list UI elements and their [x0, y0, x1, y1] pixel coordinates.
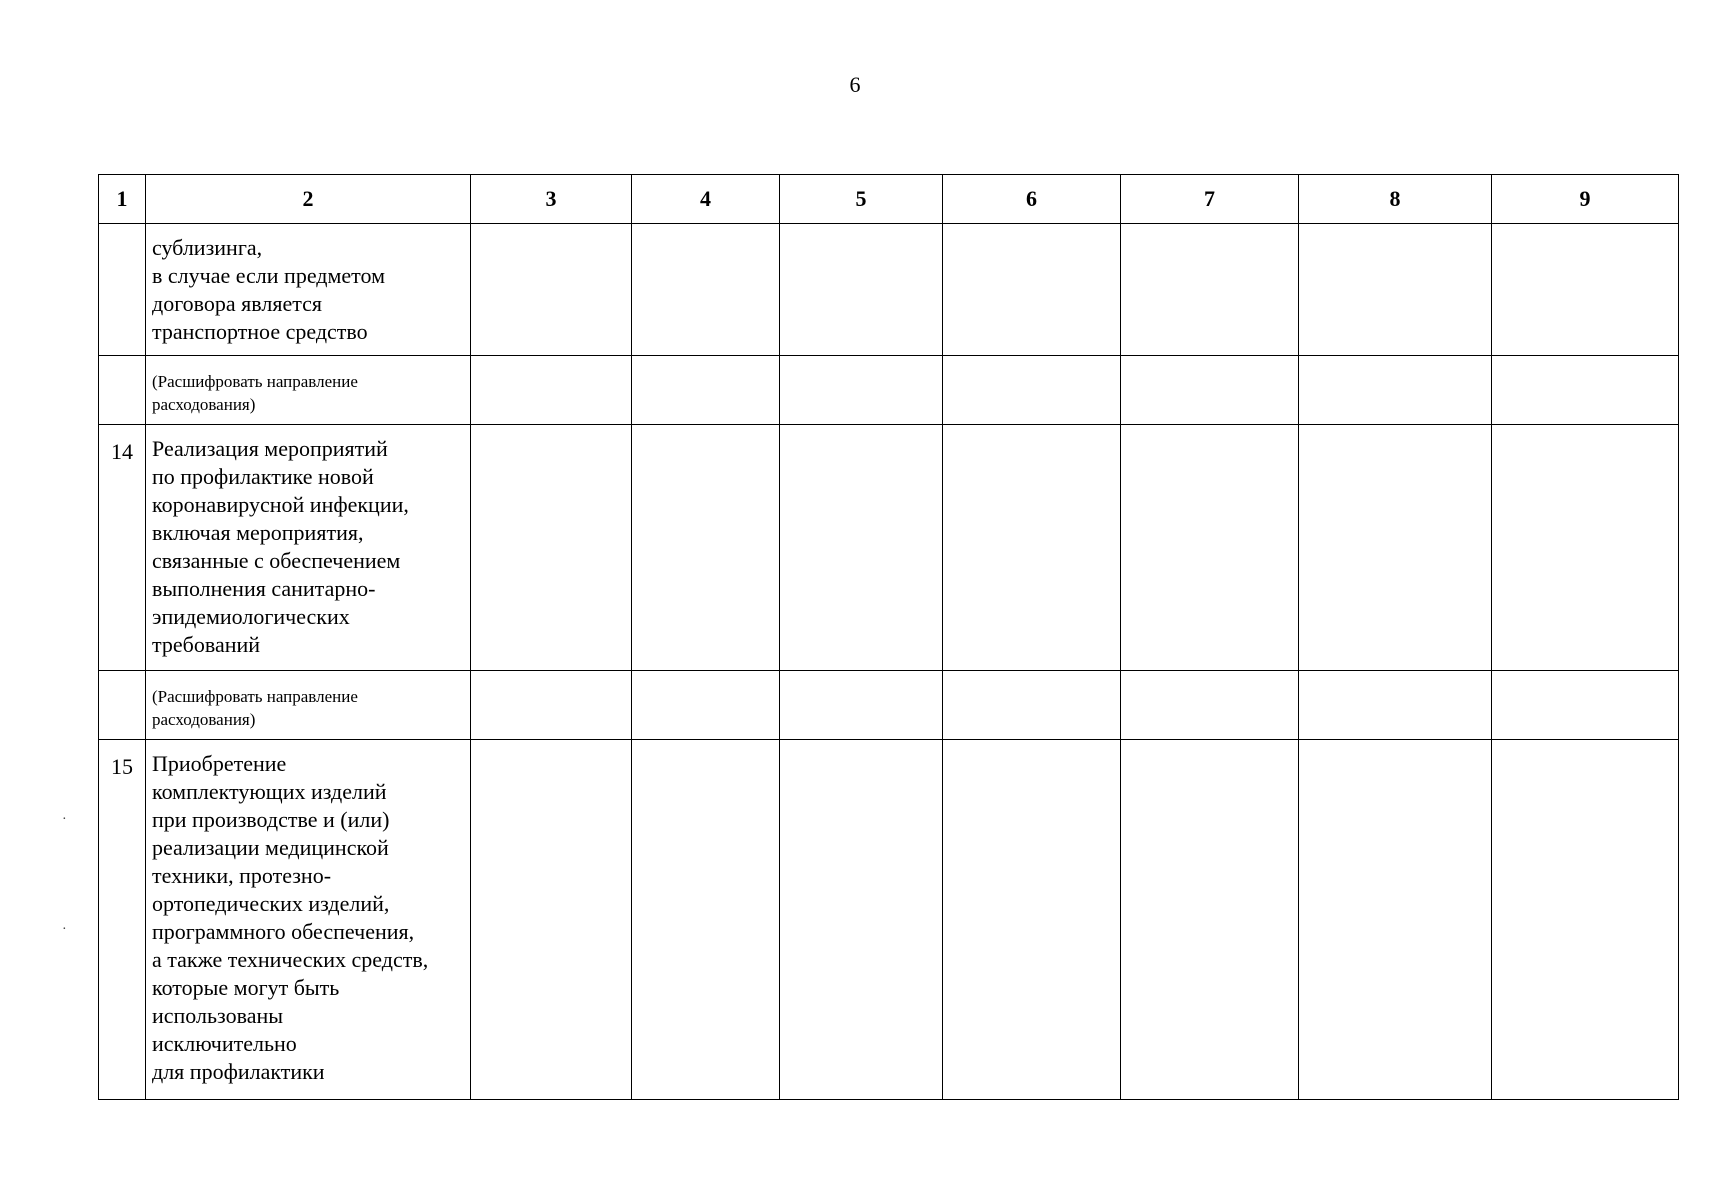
empty-cell	[780, 224, 943, 356]
empty-cell	[471, 224, 632, 356]
expense-table	[98, 174, 1679, 1100]
empty-cell	[943, 740, 1121, 1100]
empty-cell	[471, 356, 632, 425]
empty-cell	[780, 740, 943, 1100]
empty-cell	[471, 740, 632, 1100]
scan-mark: ·	[62, 922, 67, 937]
empty-cell	[1121, 224, 1299, 356]
table-row	[99, 224, 1679, 356]
column-header-2: 2	[146, 175, 471, 224]
empty-cell	[780, 425, 943, 671]
empty-cell	[1492, 740, 1679, 1100]
empty-cell	[780, 356, 943, 425]
table-row	[99, 356, 1679, 425]
empty-cell	[1121, 671, 1299, 740]
table-row	[99, 671, 1679, 740]
empty-cell	[632, 224, 780, 356]
empty-cell	[1299, 224, 1492, 356]
column-header-5: 5	[780, 175, 943, 224]
empty-cell	[943, 224, 1121, 356]
row-description: Приобретение комплектующих изделий при производстве и (или) реализации медицинской техники, протезно- ортопедических изделий, программного обеспечения, а также технических средств, которые могут быть использованы исключительно для профилактики	[146, 740, 471, 1100]
row-description: Реализация мероприятий по профилактике новой коронавирусной инфекции, включая мероприятия, связанные с обеспечением выполнения санитарно- эпидемиологических требований	[146, 425, 471, 671]
empty-cell	[632, 425, 780, 671]
header-row	[99, 175, 1679, 224]
page-number: 6	[849, 72, 861, 97]
table-row	[99, 425, 1679, 671]
column-header-8: 8	[1299, 175, 1492, 224]
empty-cell	[1492, 356, 1679, 425]
row-number	[99, 224, 146, 356]
empty-cell	[780, 671, 943, 740]
column-header-4: 4	[632, 175, 780, 224]
row-number	[99, 356, 146, 425]
empty-cell	[471, 425, 632, 671]
row-number: 15	[99, 740, 146, 1100]
table-row	[99, 740, 1679, 1100]
empty-cell	[632, 740, 780, 1100]
empty-cell	[1299, 356, 1492, 425]
empty-cell	[1492, 671, 1679, 740]
empty-cell	[1492, 425, 1679, 671]
empty-cell	[943, 356, 1121, 425]
empty-cell	[943, 425, 1121, 671]
empty-cell	[1299, 425, 1492, 671]
empty-cell	[471, 671, 632, 740]
row-description: сублизинга, в случае если предметом договора является транспортное средство	[146, 224, 471, 356]
column-header-3: 3	[471, 175, 632, 224]
empty-cell	[1299, 671, 1492, 740]
empty-cell	[1121, 425, 1299, 671]
empty-cell	[632, 356, 780, 425]
row-number: 14	[99, 425, 146, 671]
row-note: (Расшифровать направление расходования)	[146, 356, 471, 425]
row-number	[99, 671, 146, 740]
column-header-6: 6	[943, 175, 1121, 224]
column-header-9: 9	[1492, 175, 1679, 224]
column-header-1: 1	[99, 175, 146, 224]
empty-cell	[943, 671, 1121, 740]
empty-cell	[1121, 740, 1299, 1100]
scan-mark: ·	[62, 812, 67, 827]
empty-cell	[1492, 224, 1679, 356]
column-header-7: 7	[1121, 175, 1299, 224]
empty-cell	[1299, 740, 1492, 1100]
empty-cell	[632, 671, 780, 740]
row-note: (Расшифровать направление расходования)	[146, 671, 471, 740]
empty-cell	[1121, 356, 1299, 425]
